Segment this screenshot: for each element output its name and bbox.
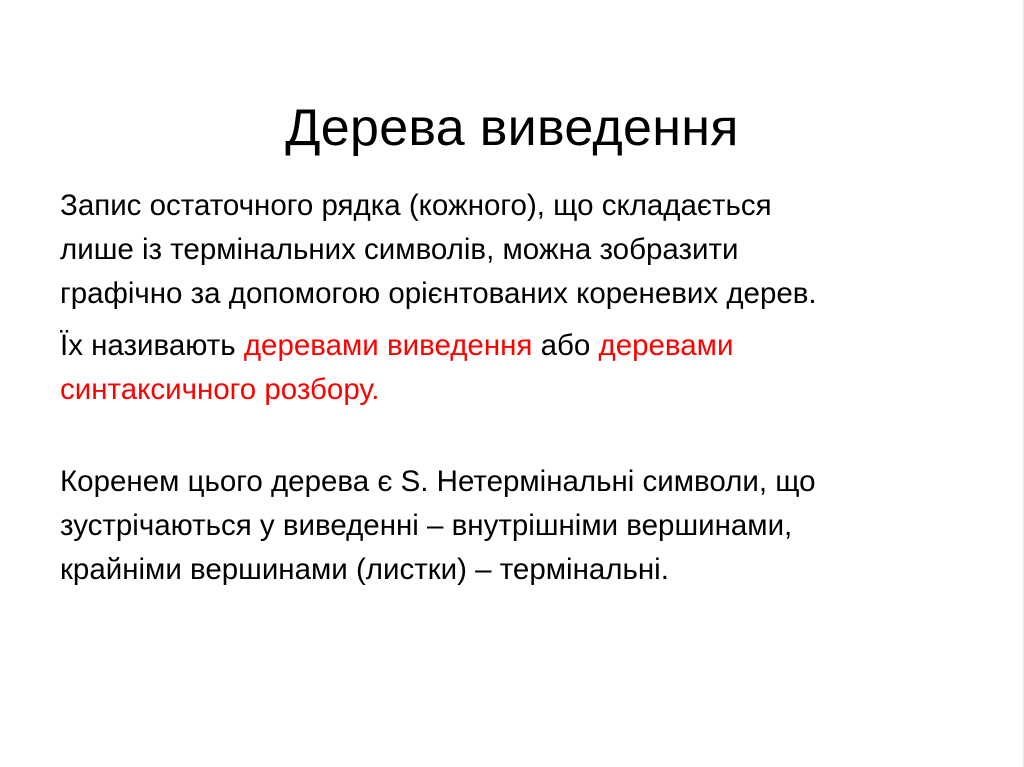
slide-title: Дерева виведення <box>285 98 739 157</box>
text-line: графічно за допомогою орієнтованих кореневих дерев. <box>60 277 817 310</box>
slide-body <box>60 184 960 592</box>
highlight-term: деревами <box>598 329 734 362</box>
paragraph-root <box>60 460 960 592</box>
text-line: Коренем цього дерева є S. Нетермінальні символи, що <box>60 465 816 498</box>
highlight-term: деревами виведення <box>243 329 533 362</box>
text-line: зустрічаються у виведенні – внутрішніми вершинами, <box>60 509 793 542</box>
text-line: лише із термінальних символів, можна зобразити <box>60 233 739 266</box>
paragraph-definition <box>60 184 960 316</box>
highlight-term: синтаксичного розбору. <box>60 373 380 406</box>
text-line: крайніми вершинами (листки) – термінальні. <box>60 553 669 586</box>
text-line: Запис остаточного рядка (кожного), що складається <box>60 189 772 222</box>
text-fragment: Їх називають <box>60 329 244 362</box>
paragraph-names <box>60 324 960 412</box>
text-fragment: або <box>532 329 599 362</box>
